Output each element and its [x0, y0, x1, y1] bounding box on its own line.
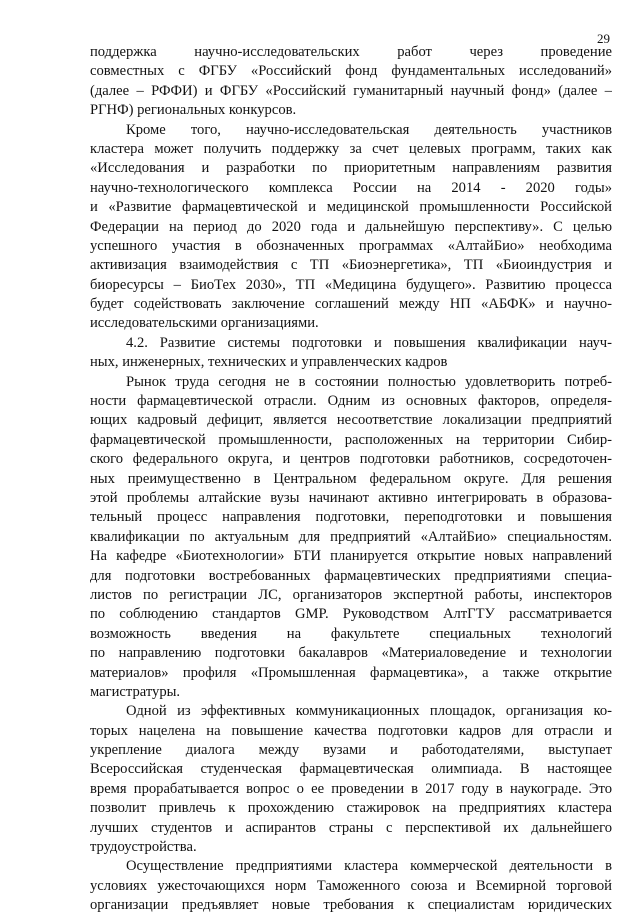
paragraph-commercial-activity — [90, 857, 612, 915]
paragraph-funding-support — [90, 43, 612, 121]
text-line: будет содействовать заключение соглашений между НП «АБФК» и научно- — [90, 296, 612, 313]
text-line: ющих кадровый дефицит, является несоответствие локализации предприятий — [90, 412, 612, 429]
text-line: для подготовки востребованных фармацевтических предприятиями специа- — [90, 567, 612, 584]
text-line: этой проблемы алтайские вузы начинают активно интегрировать в образова- — [90, 489, 612, 506]
text-line: ности фармацевтической отрасли. Одним из основных факторов, определя- — [90, 393, 612, 410]
text-line: материалов» профиля «Промышленная фармацевтика», а также открытие — [90, 664, 612, 681]
text-line: и «Развитие фармацевтической и медицинской промышленности Российской — [90, 199, 612, 216]
text-line: Одной из эффективных коммуникационных площадок, организация ко- — [126, 703, 612, 720]
body-text — [90, 43, 612, 916]
text-line: научно-технологического комплекса России на 2014 - 2020 годы» — [90, 179, 612, 196]
text-line: по направлению подготовки бакалавров «Материаловедение и технологии — [90, 645, 612, 662]
text-line: кластера может получить поддержку за счет целевых программ, таких как — [90, 140, 612, 157]
text-line: На кафедре «Биотехнологии» БТИ планируется открытие новых направлений — [90, 548, 612, 565]
text-line: успешного участия в обозначенных программах «АлтайБио» необходима — [90, 237, 612, 254]
text-line: Федерации на период до 2020 года и дальнейшую перспективу». С целью — [90, 218, 612, 235]
text-line: активизация взаимодействия с ТП «Биоэнергетика», ТП «Биоиндустрия и — [90, 257, 612, 274]
text-line: трудоустройства. — [90, 839, 197, 856]
text-line: Всероссийская студенческая фармацевтическая олимпиада. В настоящее — [90, 761, 612, 778]
text-line: квалификации по актуальным для предприятий «АлтайБио» специальностям. — [90, 528, 612, 545]
text-line: позволит привлечь к прохождению стажировок на предприятиях кластера — [90, 800, 612, 817]
text-line: (далее – РФФИ) и ФГБУ «Российский гуманитарный научный фонд» (далее – — [90, 82, 612, 99]
text-line: исследовательскими организациями. — [90, 315, 319, 332]
paragraph-olympiad — [90, 702, 612, 857]
text-line: организации предъявляет новые требования к специалистам юридических — [90, 897, 612, 914]
text-line: по соблюдению стандартов GMP. Руководством АлтГТУ рассматривается — [90, 606, 612, 623]
text-line: поддержка научно-исследовательских работ через проведение — [90, 44, 612, 60]
paragraph-target-programs — [90, 121, 612, 334]
text-line: магистратуры. — [90, 683, 181, 700]
text-line: совместных с ФГБУ «Российский фонд фундаментальных исследований» — [90, 63, 612, 80]
text-line: Кроме того, научно-исследовательская деятельность участников — [126, 121, 612, 138]
text-line: возможность введения на факультете специальных технологий — [90, 625, 612, 642]
text-line: Осуществление предприятиями кластера коммерческой деятельности в — [126, 858, 612, 875]
text-line: тельный процесс направления подготовки, переподготовки и повышения — [90, 509, 612, 526]
text-line: условиях ужесточающихся норм Таможенного союза и Всемирной торговой — [90, 877, 612, 894]
text-line: фармацевтической промышленности, расположенных на территории Сибир- — [90, 431, 612, 448]
section-heading-line: 4.2. Развитие системы подготовки и повышения квалификации науч- — [126, 334, 612, 351]
text-line: лучших студентов и аспирантов страны с перспективой их дальнейшего — [90, 819, 612, 836]
section-heading-line: ных, инженерных, технических и управленческих кадров — [90, 354, 448, 371]
text-line: ных преимущественно в Центральном федеральном округе. Для решения — [90, 470, 612, 487]
paragraph-labor-market — [90, 373, 612, 703]
page-number: 29 — [597, 31, 610, 46]
text-line: укрепление диалога между вузами и работодателями, выступает — [90, 742, 612, 759]
text-line: листов по регистрации ЛС, организаторов экспертной работы, инспекторов — [90, 586, 612, 603]
text-line: торых нацелена на повышение качества подготовки кадров для отрасли и — [90, 722, 612, 739]
text-line: биоресурсы – БиоТех 2030», ТП «Медицина будущего». Развитию процесса — [90, 276, 612, 293]
text-line: Рынок труда сегодня не в состоянии полностью удовлетворить потреб- — [126, 373, 612, 390]
text-line: «Исследования и разработки по приоритетным направлениям развития — [90, 160, 612, 177]
text-line: ского федерального округа, и центров подготовки работников, сосредоточен- — [90, 451, 612, 468]
section-heading-4-2 — [90, 334, 612, 373]
text-line: РГНФ) региональных конкурсов. — [90, 102, 297, 119]
text-line: время прорабатывается вопрос о ее проведении в 2017 году в наукограде. Это — [90, 780, 612, 797]
